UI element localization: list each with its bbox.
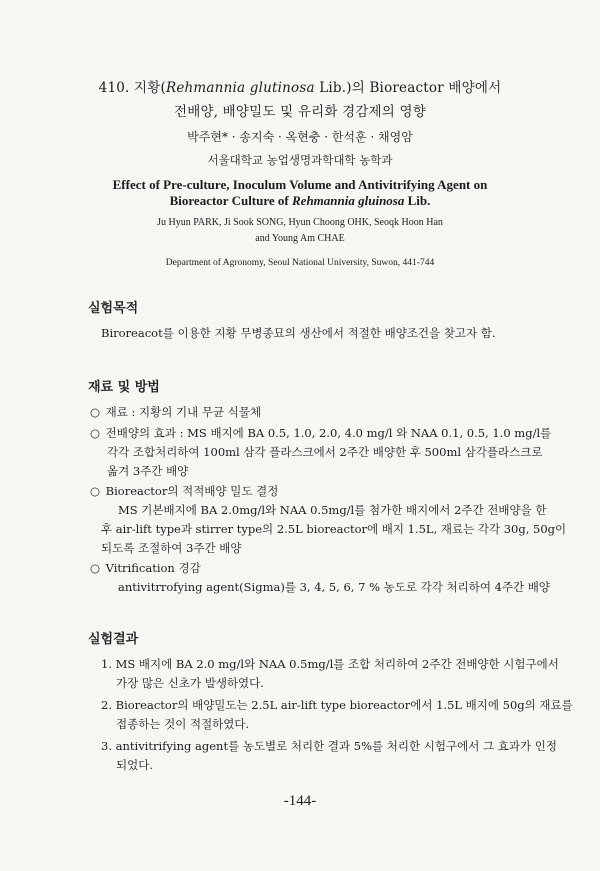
methods-heading: 재료 및 방법 (88, 380, 160, 395)
methods-item-vitrification (88, 560, 201, 576)
methods-item-text: Vitrification 경감 (105, 561, 201, 575)
authors-en-line2: and Young Am CHAE (255, 233, 345, 244)
title-en-species: Rehmannia gluinosa (292, 193, 405, 208)
result-3-line2: 되었다. (116, 758, 153, 772)
affiliation-ko: 서울대학교 농업생명과학대학 농학과 (207, 153, 393, 167)
methods-item-text: 전배양의 효과 : MS 배지에 BA 0.5, 1.0, 2.0, 4.0 mg/l 와 NAA 0.1, 0.5, 1.0 mg/l를 (105, 426, 552, 440)
result-3-line1: 3. antivitrifying agent를 농도별로 처리한 결과 5%를 처리한 시험구에서 그 효과가 인정 (101, 739, 557, 753)
title-en-prefix: Bioreactor Culture of (169, 193, 293, 208)
title-ko-prefix: 410. 지황( (98, 80, 166, 96)
result-1-line1: 1. MS 배지에 BA 2.0 mg/l와 NAA 0.5mg/l를 조합 처리하여 2주간 전배양한 시험구에서 (101, 657, 559, 671)
result-2-line2: 접종하는 것이 적절하였다. (116, 717, 250, 731)
title-en-suffix: Lib. (404, 193, 431, 208)
title-ko-line1 (0, 76, 600, 96)
authors-ko: 박주현* · 송지숙 · 옥현충 · 한석훈 · 채영암 (187, 130, 413, 144)
methods-item-vitrification-line2: antivitrrofying agent(Sigma)를 3, 4, 5, 6, 7 % 농도로 각각 처리하여 4주간 배양 (118, 580, 551, 594)
affiliation-en: Department of Agronomy, Seoul National University, Suwon, 441-744 (165, 258, 435, 268)
result-2-line1: 2. Bioreactor의 배양밀도는 2.5L air-lift type bioreactor에서 1.5L 배지에 50g의 재료를 (101, 698, 573, 712)
bullet-circle-icon: ○ (89, 405, 101, 419)
methods-item-preculture-line2: 각각 조합처리하여 100ml 삼각 플라스크에서 2주간 배양한 후 500ml 삼각플라스크로 (107, 445, 543, 459)
methods-item-density (88, 483, 278, 499)
page-number: -144- (283, 793, 317, 809)
methods-item-preculture (88, 425, 551, 441)
methods-item-preculture-line3: 옮겨 3주간 배양 (107, 464, 189, 478)
title-ko-suffix: Lib.)의 Bioreactor 배양에서 (314, 80, 502, 96)
results-heading: 실험결과 (88, 632, 139, 647)
bullet-circle-icon: ○ (89, 561, 101, 575)
bullet-circle-icon: ○ (89, 484, 101, 498)
methods-item-density-line2: MS 기본배지에 BA 2.0mg/l와 NAA 0.5mg/l를 첨가한 배지에서 2주간 전배양을 한 (118, 503, 547, 517)
authors-en-line1: Ju Hyun PARK, Ji Sook SONG, Hyun Choong OHK, Seoqk Hoon Han (157, 217, 443, 228)
title-en-line1: Effect of Pre-culture, Inoculum Volume and Antivitrifying Agent on (112, 177, 488, 192)
objective-text: Biroreacot를 이용한 지황 무병종묘의 생산에서 적절한 배양조건을 찾고자 함. (101, 326, 496, 340)
methods-item-text: 재료 : 지황의 기내 무균 식물체 (105, 405, 262, 419)
methods-item-density-line4: 되도록 조절하여 3주간 배양 (101, 541, 242, 555)
methods-item-materials (88, 404, 261, 420)
methods-item-text: Bioreactor의 적적배양 밀도 결정 (105, 484, 279, 498)
objective-heading: 실험목적 (88, 301, 139, 316)
title-ko-line2: 전배양, 배양밀도 및 유리화 경감제의 영향 (173, 104, 427, 120)
title-en-line2 (0, 193, 600, 209)
bullet-circle-icon: ○ (89, 426, 101, 440)
result-1-line2: 가장 많은 신초가 발생하였다. (116, 676, 264, 690)
title-ko-species: Rehmannia glutinosa (165, 80, 315, 96)
methods-item-density-line3: 후 air-lift type과 stirrer type의 2.5L bioreactor에 배지 1.5L, 재료는 각각 30g, 50g이 (101, 522, 567, 536)
